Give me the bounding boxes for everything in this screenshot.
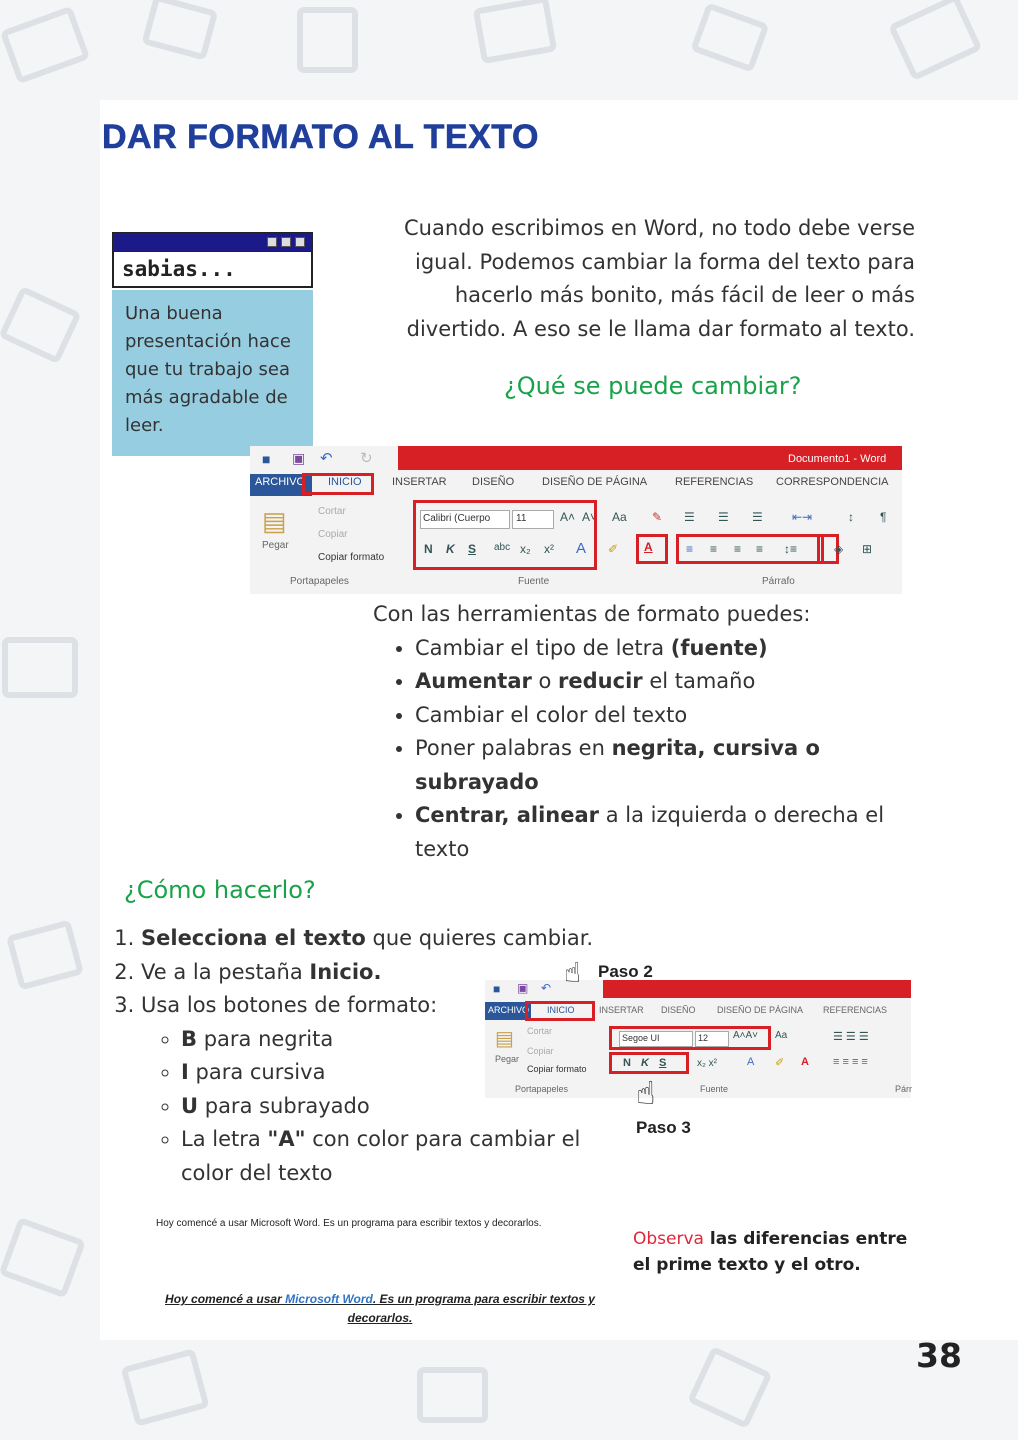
pilcrow-icon[interactable]: ¶ [880,510,887,524]
close-icon [295,237,305,247]
pointer-hand-icon: ☝ [564,956,582,989]
sabias-box [112,232,313,457]
tool-text: o [531,669,559,693]
tab-inicio[interactable]: INICIO [547,1005,575,1015]
sabias-heading: sabias... [112,252,313,288]
bold-icon[interactable]: N [623,1057,631,1069]
multilevel-icon[interactable]: ☰ [752,510,763,524]
tab-diseno[interactable]: DISEÑO [472,476,515,488]
word-ribbon-small [485,980,911,1098]
sub-text: para cursiva [188,1060,326,1084]
intro-paragraph: Cuando escribimos en Word, no todo debe verse igual. Podemos cambiar la forma del texto para hacerlo más bonito, más fácil de leer o más divertido. A eso se le llama dar formato al texto. [404,216,915,341]
word-logo-icon: ■ [493,982,501,996]
copy-format-button[interactable]: Copiar formato [527,1064,587,1074]
group-clipboard-label: Portapapeles [290,576,349,587]
superscript-icon[interactable]: x² [544,542,554,556]
text-effects-icon[interactable]: A [576,540,587,557]
observa-highlight: Observa [633,1229,704,1249]
minimize-icon [267,237,277,247]
section-heading-how: ¿Cómo hacerlo? [124,876,316,904]
tab-diseno[interactable]: DISEÑO [661,1005,696,1015]
copy-button[interactable]: Copiar [527,1046,554,1056]
undo-icon[interactable]: ↶ [541,981,552,995]
sub-text: para negrita [197,1026,334,1051]
list-item [415,665,933,699]
step-bold: Selecciona el texto [141,926,366,950]
highlight-color-icon[interactable]: ✐ [608,542,619,556]
tool-bold: (fuente) [670,635,768,660]
window-titlebar [112,232,313,252]
underline-icon[interactable]: S [468,542,477,556]
tool-bold: reducir [558,669,643,693]
step-text: que quieres cambiar. [365,926,594,950]
sort-icon[interactable]: ↕ [848,510,854,524]
group-paragraph-label: Párrafo [762,576,795,587]
shading-icon[interactable]: ◈ [834,542,844,556]
sub-text: para subrayado [198,1093,370,1118]
italic-icon[interactable]: K [641,1057,649,1069]
indent-icon[interactable]: ⇤⇥ [792,510,813,524]
font-name-value: Calibri (Cuerpo [423,513,491,524]
tab-correspondencia[interactable]: CORRESPONDENCIA [776,476,889,488]
align-left-icon[interactable]: ≡ [686,542,694,556]
tab-referencias[interactable]: REFERENCIAS [823,1005,888,1015]
tool-text: Poner palabras en [415,736,612,760]
tools-section [373,598,933,866]
font-color-icon[interactable]: A [801,1056,809,1068]
highlight-alignment [676,534,824,564]
styled-part: Hoy comencé a usar [165,1292,286,1306]
word-logo-icon: ■ [262,451,271,467]
tool-text: Cambiar el color del texto [415,702,688,727]
font-name-value: Segoe UI [622,1033,660,1043]
step-text: Usa los botones de formato: [141,993,438,1017]
step-1 [141,922,622,956]
sub-text: La letra [181,1127,268,1151]
tool-bold: negrita, cursiva o subrayado [415,736,820,794]
redo-icon[interactable]: ↻ [360,450,373,467]
example-plain-text: Hoy comencé a usar Microsoft Word. Es un programa para escribir textos y decorarlos. [156,1218,542,1229]
group-clipboard-label: Portapapeles [515,1084,569,1094]
justify-icon[interactable]: ≡ [756,542,764,556]
tools-list [373,632,933,867]
tool-bold: Aumentar [415,669,532,693]
list-item [415,699,933,733]
highlight-style-buttons [609,1052,689,1074]
align-icons[interactable]: ≡ ≡ ≡ ≡ [833,1056,868,1068]
click-hand-icon: ☝ [636,1074,656,1112]
align-center-icon[interactable]: ≡ [710,542,718,556]
tab-archivo[interactable]: ARCHIVO [255,476,306,488]
tab-referencias[interactable]: REFERENCIAS [675,476,754,488]
example-styled-text [150,1290,610,1328]
group-font-label: Fuente [700,1084,729,1094]
clear-format-icon[interactable]: ✎ [652,510,663,524]
underline-icon[interactable]: S [659,1057,667,1069]
grow-font-icon[interactable]: A˄ [560,510,576,524]
grow-font-icon[interactable]: A˄A˅ [733,1030,759,1041]
tab-archivo[interactable]: ARCHIVO [488,1005,530,1015]
group-font-label: Fuente [518,576,550,587]
sub-bold: I [181,1060,189,1084]
bold-icon[interactable]: N [424,542,433,556]
bullets-icon[interactable]: ☰ [684,510,695,524]
highlight-font-group [413,500,597,570]
line-spacing-icon[interactable]: ↕≡ [784,542,798,556]
bullets-icon[interactable]: ☰ ☰ ☰ [833,1031,869,1043]
paste-label[interactable]: Pegar [262,540,289,551]
highlight-inicio [302,473,374,495]
undo-icon[interactable]: ↶ [320,450,333,467]
paste-icon[interactable]: ▤ [495,1028,514,1050]
page-number: 38 [916,1336,962,1375]
font-size-value: 11 [516,513,527,524]
section-heading-change: ¿Qué se puede cambiar? [504,372,802,400]
highlight-font-color [636,534,668,564]
paso-2-label: Paso 2 [598,962,653,981]
document-title: Documento1 - Word [788,453,887,465]
observa-note [633,1226,923,1278]
font-size-value: 12 [698,1033,709,1043]
tool-text: el tamaño [642,669,756,693]
word-ribbon [250,446,902,594]
sub-bold: B [181,1026,198,1051]
paste-icon[interactable]: ▤ [262,506,287,536]
page-title: DAR FORMATO AL TEXTO [102,118,539,156]
copy-button[interactable]: Copiar [318,529,348,540]
sabias-body: Una buena presentación hace que tu trabajo sea más agradable de leer. [112,290,313,456]
highlight-font-box [609,1026,771,1050]
tools-intro: Con las herramientas de formato puedes: [373,602,811,626]
text-effects-icon[interactable]: A [747,1056,755,1068]
italic-icon[interactable]: K [446,542,455,556]
observa-text: las diferencias entre el prime texto y el otro. [633,1229,908,1275]
strikethrough-icon[interactable]: abc [494,542,511,553]
tab-diseno-pagina[interactable]: DISEÑO DE PÁGINA [717,1005,804,1015]
borders-icon[interactable]: ⊞ [862,542,873,556]
sub-text: con color para cambiar el color del texto [181,1127,581,1185]
step-bold: Inicio. [309,959,382,984]
tab-insertar[interactable]: INSERTAR [392,476,447,488]
align-right-icon[interactable]: ≡ [734,542,742,556]
maximize-icon [281,237,291,247]
cut-button[interactable]: Cortar [318,506,346,517]
styled-part: . Es un programa para escribir textos y decorarlos. [347,1292,595,1325]
sub-bold: "A" [267,1127,306,1151]
tab-insertar[interactable]: INSERTAR [599,1005,644,1015]
save-icon[interactable]: ▣ [517,981,529,995]
tool-text: Cambiar el tipo de letra [415,635,671,660]
subscript-icon[interactable]: x₂ [520,542,531,556]
change-case-icon[interactable]: Aa [775,1030,788,1041]
highlight-color-icon[interactable]: ✐ [775,1057,785,1069]
cut-button[interactable]: Cortar [527,1026,553,1036]
change-case-icon[interactable]: Aa [612,510,627,524]
shrink-font-icon[interactable]: A˅ [582,510,598,524]
tab-inicio[interactable]: INICIO [328,476,362,488]
step-text: Ve a la pestaña [141,959,310,984]
font-color-icon[interactable]: A [644,540,653,554]
tool-bold: Centrar, alinear [415,803,600,827]
group-paragraph-label: Párr [895,1084,913,1094]
subscript-icon[interactable]: x₂ x² [697,1058,717,1069]
paso-3-label: Paso 3 [636,1118,691,1137]
ribbon-titlebar [603,980,911,998]
styled-link: Microsoft Word [285,1292,373,1306]
tool-text: a la izquierda o derecha el texto [415,803,885,861]
tab-diseno-pagina[interactable]: DISEÑO DE PÁGINA [542,476,648,488]
copy-format-button[interactable]: Copiar formato [318,552,385,563]
save-icon[interactable]: ▣ [292,450,306,466]
highlight-inicio [525,1001,595,1021]
list-item [415,732,933,799]
list-item [415,632,933,666]
numbering-icon[interactable]: ☰ [718,510,729,524]
list-item [415,799,933,866]
paste-label[interactable]: Pegar [495,1054,520,1064]
list-item [181,1123,622,1190]
sub-bold: U [181,1093,199,1118]
